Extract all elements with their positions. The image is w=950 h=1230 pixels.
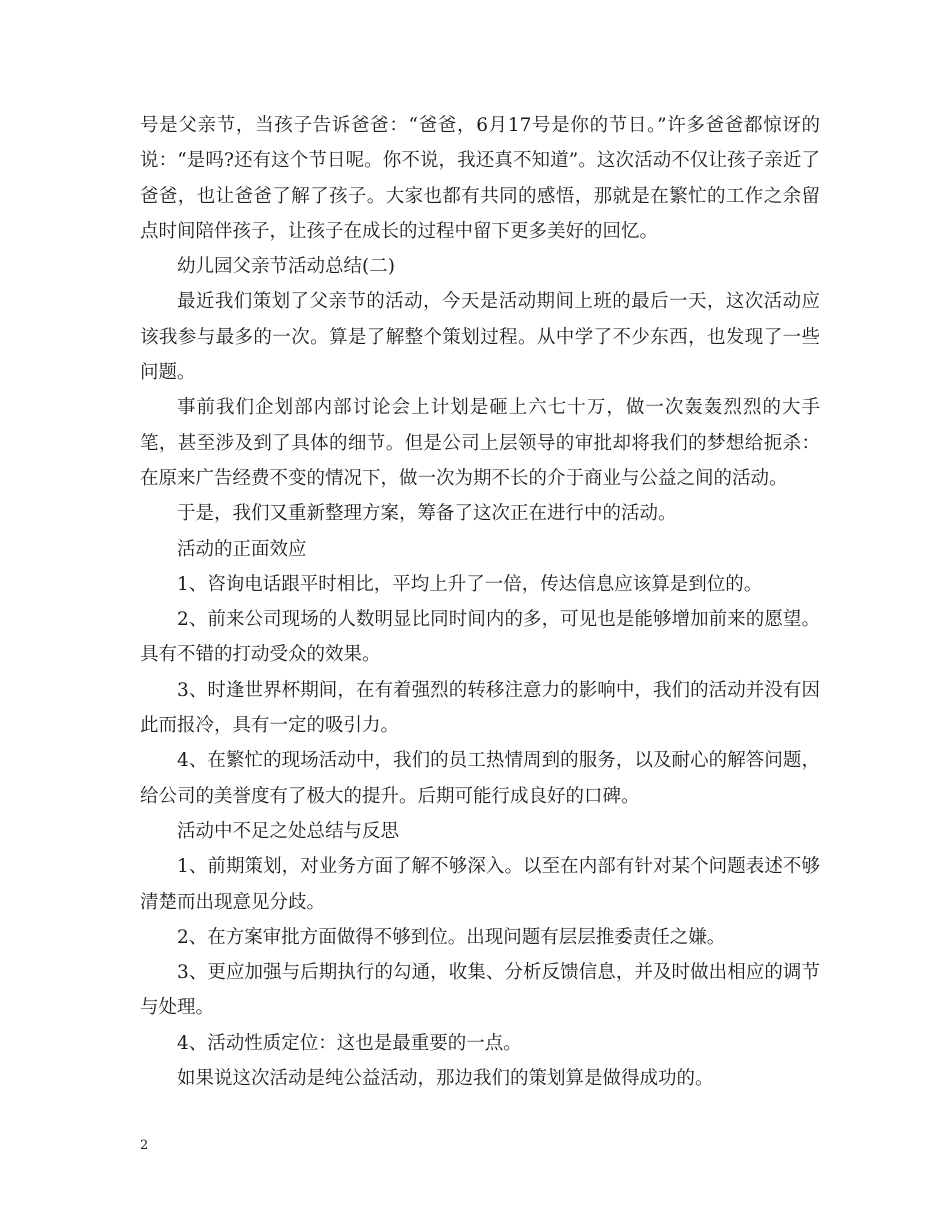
list-item: 2、前来公司现场的人数明显比同时间内的多，可见也是能够增加前来的愿望。具有不错的打动受众的效果。 [140, 609, 820, 666]
paragraph: 如果说这次活动是纯公益活动，那边我们的策划算是做得成功的。 [177, 1068, 714, 1090]
list-item: 3、更应加强与后期执行的勾通，收集、分析反馈信息，并及时做出相应的调节与处理。 [140, 962, 820, 1019]
paragraph: 事前我们企划部内部讨论会上计划是砸上六七十万，做一次轰轰烈烈的大手笔，甚至涉及到了具体的细节。但是公司上层领导的审批却将我们的梦想给扼杀：在原来广告经费不变的情况下，做一次为期不长的介于商业与公益之间的活动。 [140, 397, 820, 489]
list-item: 4、在繁忙的现场活动中，我们的员工热情周到的服务，以及耐心的解答问题，给公司的美誉度有了极大的提升。后期可能行成良好的口碑。 [140, 750, 820, 807]
paragraph: 于是，我们又重新整理方案，筹备了这次正在进行中的活动。 [177, 503, 677, 525]
section-heading: 幼儿园父亲节活动总结(二) [177, 256, 395, 278]
list-item: 3、时逢世界杯期间，在有着强烈的转移注意力的影响中，我们的活动并没有因此而报冷，具有一定的吸引力。 [140, 679, 820, 737]
subheading: 活动的正面效应 [177, 538, 307, 560]
document-body [140, 108, 820, 1096]
page-number: 2 [140, 1138, 149, 1153]
subheading: 活动中不足之处总结与反思 [177, 820, 400, 842]
list-item: 1、前期策划，对业务方面了解不够深入。以至在内部有针对某个问题表述不够清楚而出现意见分歧。 [140, 856, 820, 913]
paragraph: 最近我们策划了父亲节的活动，今天是活动期间上班的最后一天，这次活动应该我参与最多的一次。算是了解整个策划过程。从中学了不少东西，也发现了一些问题。 [140, 291, 820, 384]
list-item: 4、活动性质定位：这也是最重要的一点。 [177, 1032, 522, 1054]
list-item: 1、咨询电话跟平时相比，平均上升了一倍，传达信息应该算是到位的。 [177, 573, 763, 595]
paragraph-continuation: 号是父亲节，当孩子告诉爸爸：“爸爸，6月17号是你的节日。”许多爸爸都惊讶的说：“是吗?还有这个节日呢。你不说，我还真不知道”。这次活动不仅让孩子亲近了爸爸，也让爸爸了解了孩子。大家也都有共同的感悟，那就是在繁忙的工作之余留点时间陪伴孩子，让孩子在成长的过程中留下更多美好的回忆。 [140, 115, 820, 242]
list-item: 2、在方案审批方面做得不够到位。出现问题有层层推委责任之嫌。 [177, 926, 726, 948]
